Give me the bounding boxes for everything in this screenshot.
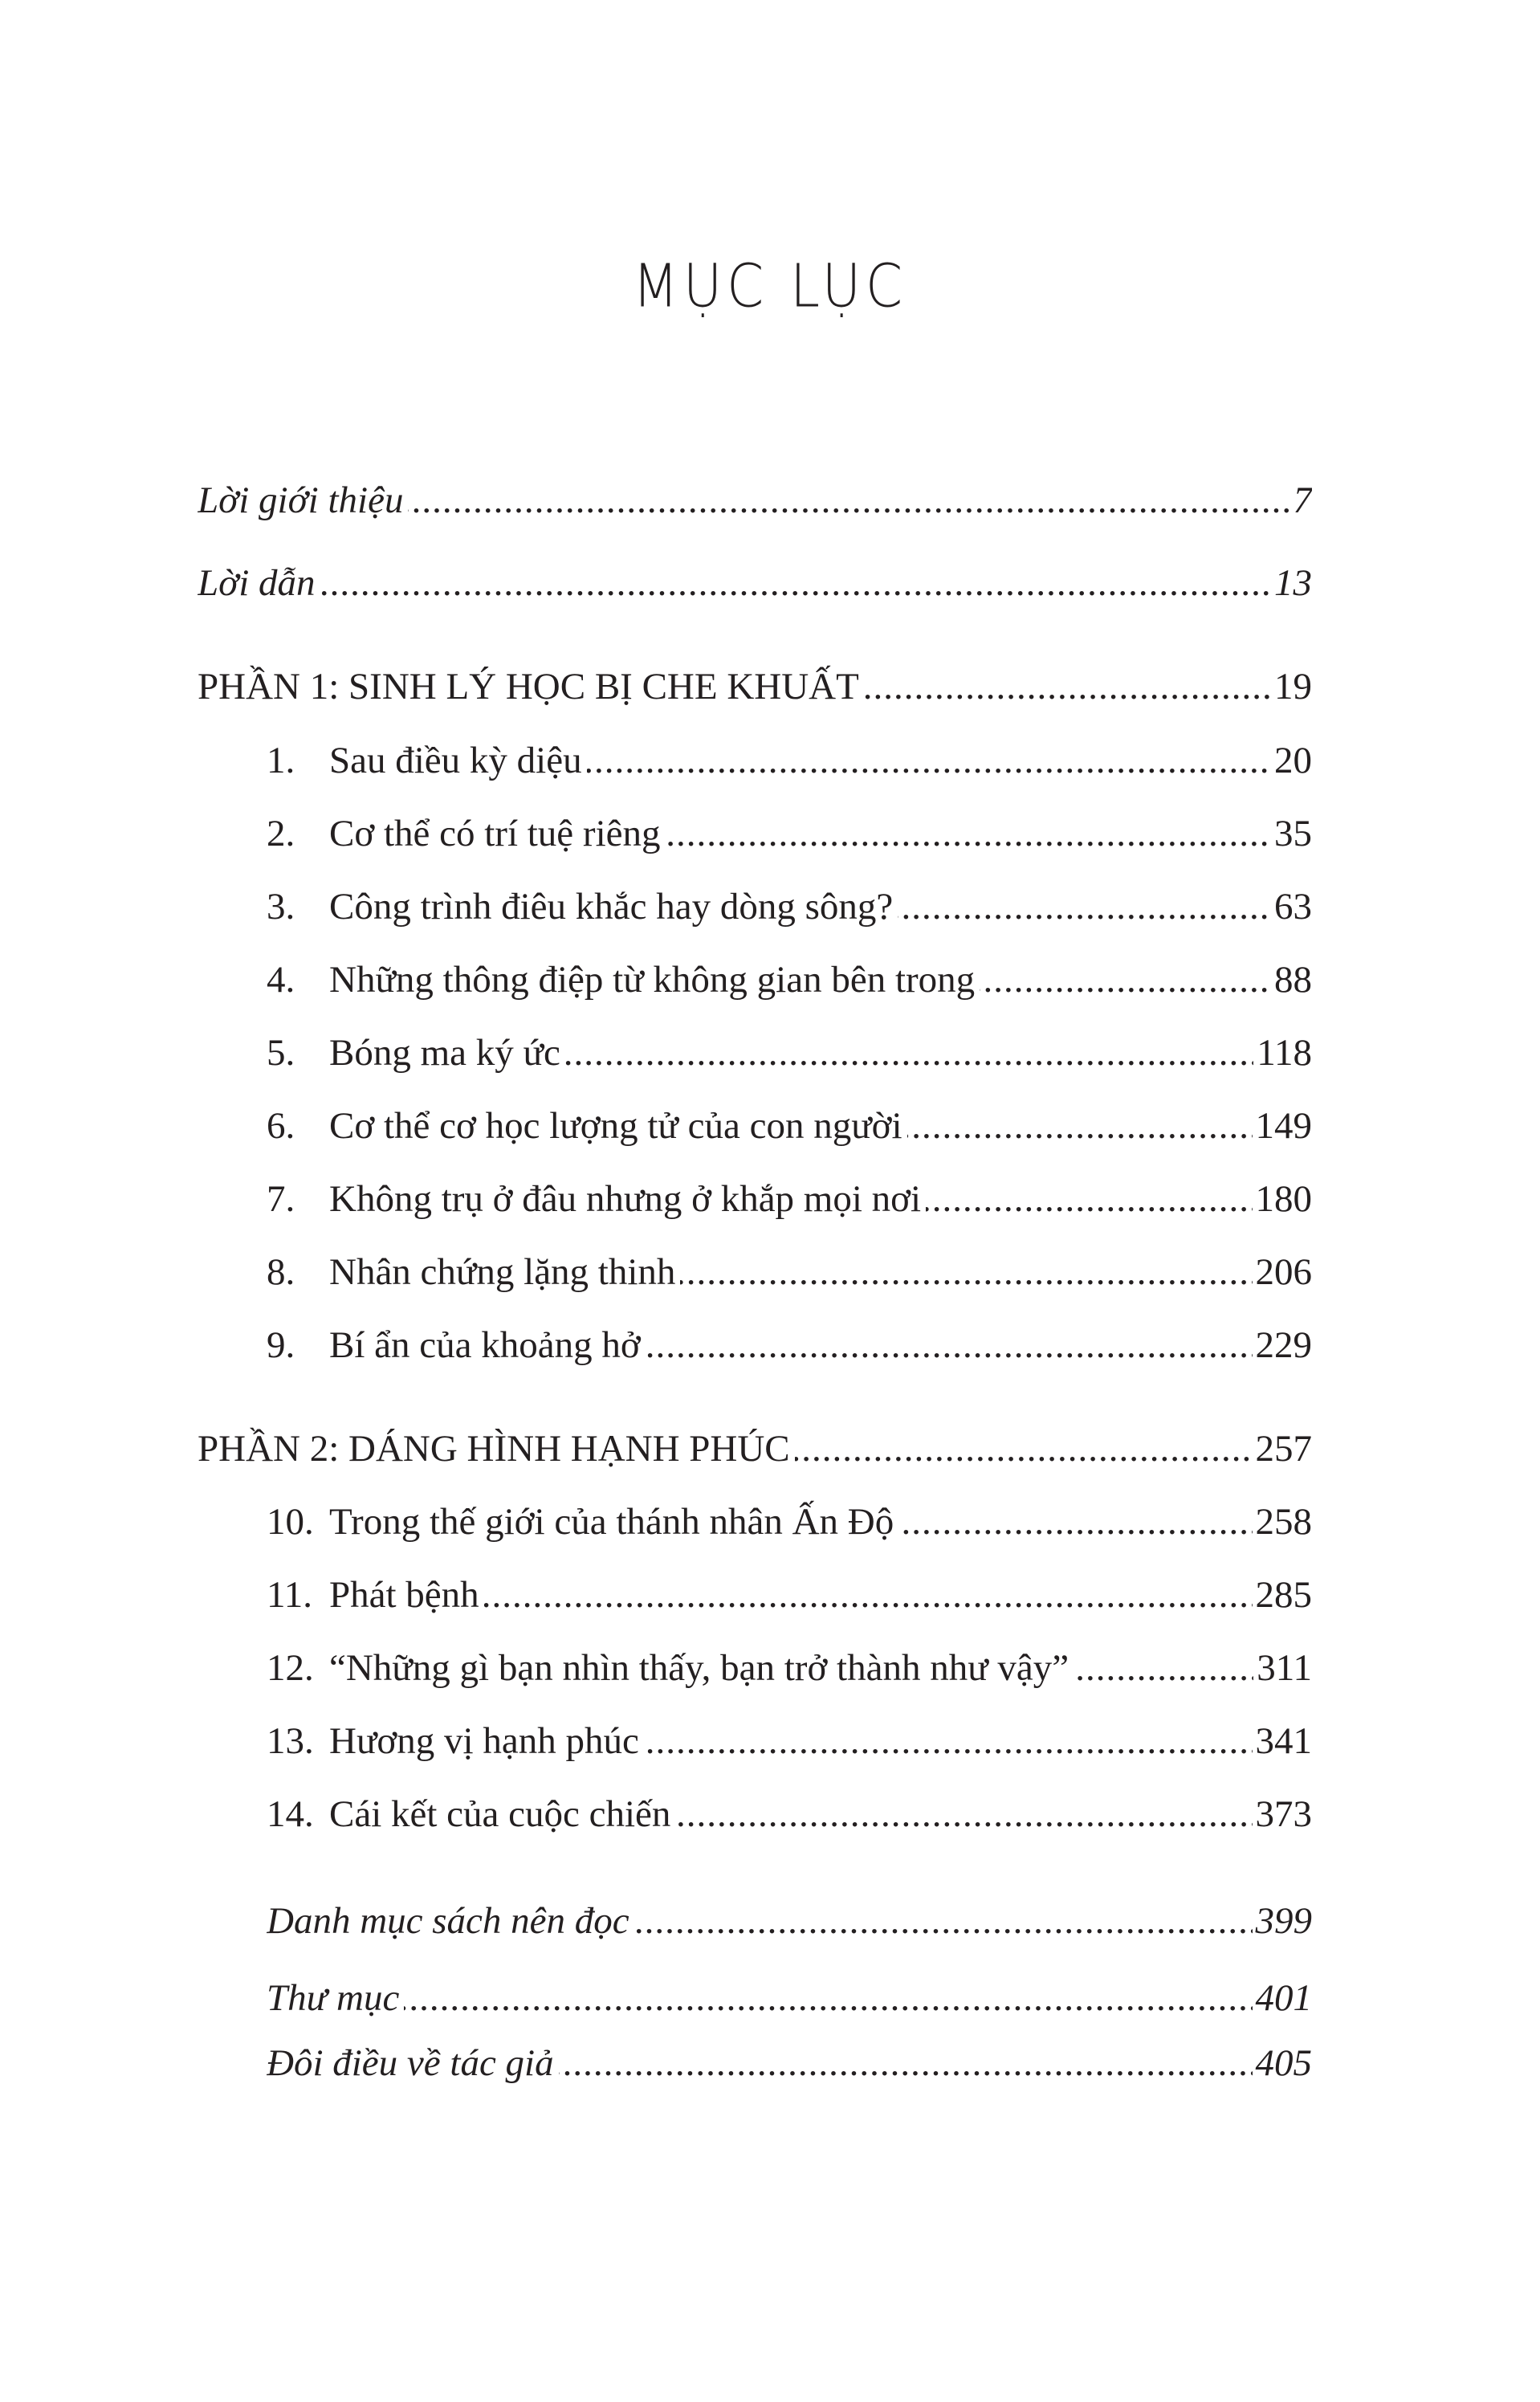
chapter-number: 6. — [267, 1105, 295, 1147]
toc-entry-title: Danh mục sách nên đọc — [267, 1893, 634, 1949]
chapter-title: Cơ thể có trí tuệ riêng — [329, 813, 661, 854]
toc-entry-front-matter — [198, 472, 1312, 528]
toc-chapter-entry — [267, 732, 1312, 789]
chapter-number: 11. — [267, 1574, 313, 1616]
toc-chapter-entry — [267, 1317, 1312, 1373]
chapter-title: Bóng ma ký ức — [329, 1032, 560, 1074]
toc-chapter-entry — [267, 1786, 1312, 1842]
toc-chapter-entry — [267, 1171, 1312, 1227]
chapter-title: Hương vị hạnh phúc — [329, 1720, 639, 1762]
toc-page-number: 285 — [1253, 1567, 1313, 1623]
chapter-title: Những thông điệp từ không gian bên trong — [329, 959, 976, 1001]
chapter-number: 8. — [267, 1251, 295, 1293]
toc-chapter-entry — [267, 1640, 1312, 1696]
chapter-title: Không trụ ở đâu nhưng ở khắp mọi nơi — [329, 1178, 922, 1220]
chapter-number: 12. — [267, 1647, 314, 1689]
toc-page-number: 405 — [1253, 2035, 1313, 2091]
toc-page-number: 401 — [1253, 1970, 1313, 2026]
dot-leader — [267, 1970, 1312, 2026]
toc-page-number: 229 — [1253, 1317, 1313, 1373]
chapter-title: Sau điều kỳ diệu — [329, 740, 582, 781]
chapter-title: “Những gì bạn nhìn thấy, bạn trở thành như vậy” — [329, 1647, 1069, 1689]
toc-part-heading — [198, 1421, 1312, 1477]
toc-entry-back-matter — [267, 1970, 1312, 2026]
chapter-number: 10. — [267, 1501, 314, 1543]
toc-entry-title: Lời giới thiệu — [198, 472, 408, 528]
toc-page-number: 399 — [1253, 1893, 1313, 1949]
toc-page-number: 149 — [1253, 1098, 1313, 1154]
chapter-title: Nhân chứng lặng thinh — [329, 1251, 676, 1293]
chapter-title: Trong thế giới của thánh nhân Ấn Độ — [329, 1501, 894, 1543]
toc-chapter-entry — [267, 952, 1312, 1008]
toc-chapter-entry — [267, 1098, 1312, 1154]
toc-page-number: 63 — [1271, 879, 1312, 935]
toc-chapter-entry — [267, 1244, 1312, 1300]
toc-chapter-entry — [267, 1567, 1312, 1623]
toc-chapter-entry — [267, 879, 1312, 935]
dot-leader — [198, 555, 1312, 611]
toc-page-number: 311 — [1253, 1640, 1312, 1696]
toc-page-number: 118 — [1253, 1025, 1312, 1081]
chapter-title: Cái kết của cuộc chiến — [329, 1793, 671, 1835]
toc-page-number: 88 — [1271, 952, 1312, 1008]
toc-page-number: 180 — [1253, 1171, 1313, 1227]
chapter-number: 3. — [267, 886, 295, 928]
chapter-number: 7. — [267, 1178, 295, 1220]
toc-page-number: 20 — [1271, 732, 1312, 789]
toc-part-title: PHẦN 2: DÁNG HÌNH HẠNH PHÚC — [198, 1421, 795, 1477]
chapter-title: Cơ thể cơ học lượng tử của con người — [329, 1105, 902, 1147]
toc-entry-back-matter — [267, 2035, 1312, 2091]
toc-entry-back-matter — [267, 1893, 1312, 1949]
toc-chapter-entry — [267, 1494, 1312, 1550]
chapter-title: Bí ẩn của khoảng hở — [329, 1324, 641, 1366]
toc-entry-front-matter — [198, 555, 1312, 611]
toc-page-number: 258 — [1253, 1494, 1313, 1550]
chapter-number: 14. — [267, 1793, 314, 1835]
chapter-number: 1. — [267, 740, 295, 781]
toc-page-number: 35 — [1271, 805, 1312, 862]
toc-page-number: 206 — [1253, 1244, 1313, 1300]
chapter-number: 2. — [267, 813, 295, 854]
toc-page-number: 7 — [1290, 472, 1313, 528]
toc-entry-title: Lời dẫn — [198, 555, 320, 611]
toc-chapter-entry — [267, 805, 1312, 862]
toc-page-number: 373 — [1253, 1786, 1313, 1842]
chapter-number: 9. — [267, 1324, 295, 1366]
toc-entry-title: Đôi điều về tác giả — [267, 2035, 559, 2091]
chapter-number: 5. — [267, 1032, 295, 1074]
chapter-title: Phát bệnh — [329, 1574, 479, 1616]
toc-chapter-entry — [267, 1713, 1312, 1769]
toc-page-number: 341 — [1253, 1713, 1313, 1769]
toc-chapter-entry — [267, 1025, 1312, 1081]
toc-page-number: 19 — [1271, 659, 1312, 715]
chapter-title: Công trình điêu khắc hay dòng sông? — [329, 886, 894, 928]
toc-entry-title: Thư mục — [267, 1970, 404, 2026]
toc-page-number: 257 — [1253, 1421, 1313, 1477]
toc-part-title: PHẦN 1: SINH LÝ HỌC BỊ CHE KHUẤT — [198, 659, 864, 715]
chapter-number: 13. — [267, 1720, 314, 1762]
page-title: MỤC LỤC — [632, 251, 908, 321]
toc-part-heading — [198, 659, 1312, 715]
toc-page-number: 13 — [1271, 555, 1312, 611]
chapter-number: 4. — [267, 959, 295, 1001]
